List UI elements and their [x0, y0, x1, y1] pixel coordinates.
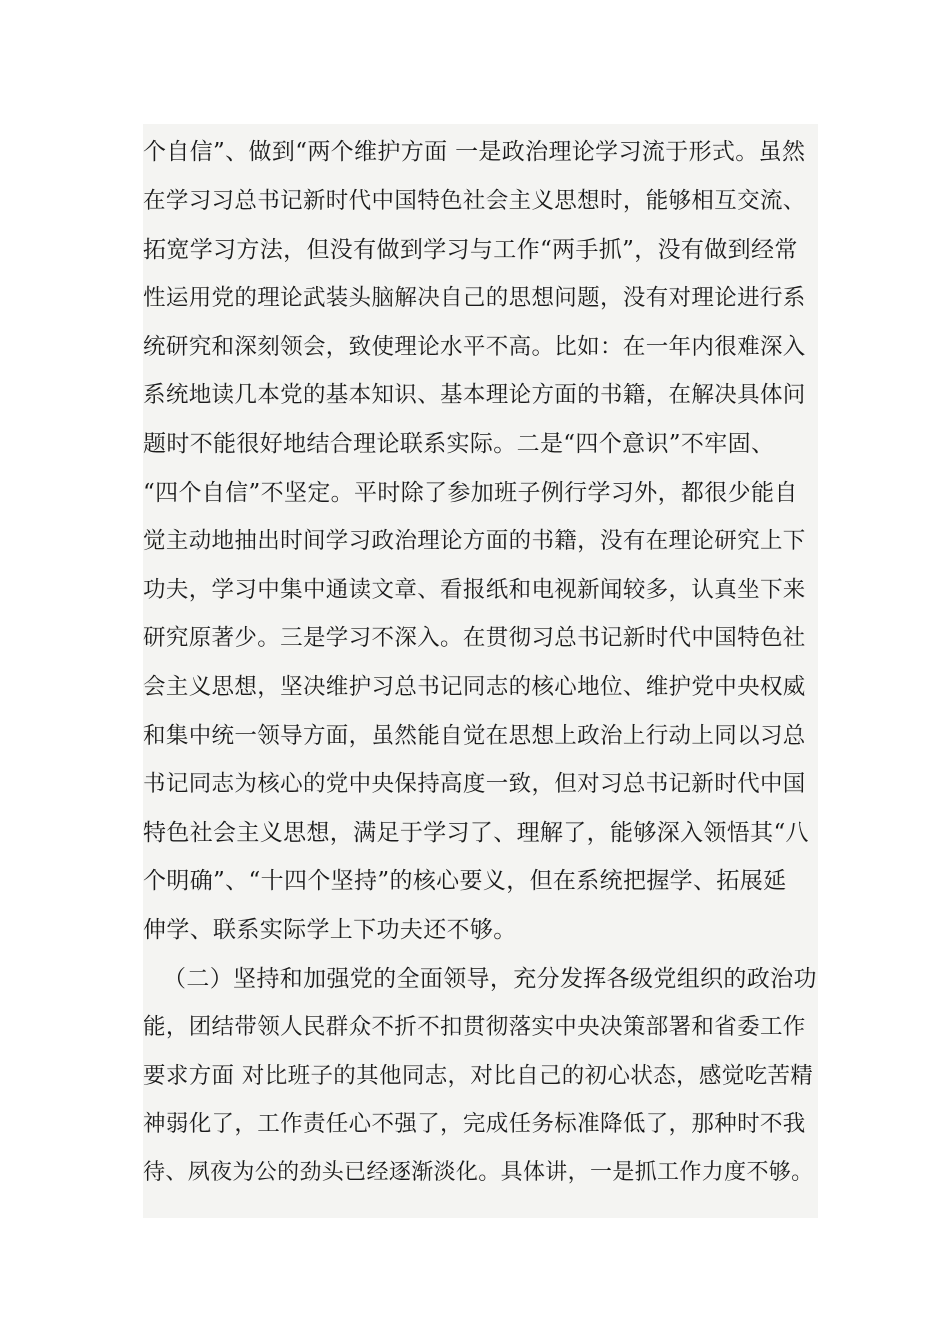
- text-line: 书记同志为核心的党中央保持高度一致，但对习总书记新时代中国: [143, 771, 806, 797]
- text-line: 和集中统一领导方面，虽然能自觉在思想上政治上行动上同以习总: [143, 723, 806, 749]
- text-line: 性运用党的理论武装头脑解决自己的思想问题，没有对理论进行系: [143, 285, 806, 311]
- text-line: 研究原著少。三是学习不深入。在贯彻习总书记新时代中国特色社: [143, 625, 806, 651]
- text-line: 个明确”、“十四个坚持”的核心要义，但在系统把握学、拓展延: [143, 868, 787, 894]
- text-line: 伸学、联系实际学上下功夫还不够。: [143, 917, 517, 943]
- text-line: 要求方面 对比班子的其他同志，对比自己的初心状态，感觉吃苦精: [143, 1063, 814, 1089]
- text-line: 觉主动地抽出时间学习政治理论方面的书籍，没有在理论研究上下: [143, 528, 806, 554]
- text-line: 系统地读几本党的基本知识、基本理论方面的书籍，在解决具体问: [143, 382, 806, 408]
- section-heading-line: （二）坚持和加强党的全面领导，充分发挥各级党组织的政治功: [163, 966, 817, 992]
- text-line: 能，团结带领人民群众不折不扣贯彻落实中央决策部署和省委工作: [143, 1014, 806, 1040]
- text-line: 题时不能很好地结合理论联系实际。二是“四个意识”不牢固、: [143, 431, 775, 457]
- text-line: 统研究和深刻领会，致使理论水平不高。比如：在一年内很难深入: [143, 334, 806, 360]
- text-line: 特色社会主义思想，满足于学习了、理解了，能够深入领悟其“八: [143, 820, 809, 846]
- text-line: 功夫，学习中集中通读文章、看报纸和电视新闻较多，认真坐下来: [143, 577, 806, 603]
- text-line: 会主义思想，坚决维护习总书记同志的核心地位、维护党中央权威: [143, 674, 806, 700]
- text-line: 拓宽学习方法，但没有做到学习与工作“两手抓”，没有做到经常: [143, 237, 798, 263]
- text-line: 待、夙夜为公的劲头已经逐渐淡化。具体讲，一是抓工作力度不够。: [143, 1160, 814, 1185]
- text-line: 个自信”、做到“两个维护方面 一是政治理论学习流于形式。虽然: [143, 139, 806, 165]
- text-line: 在学习习总书记新时代中国特色社会主义思想时，能够相互交流、: [143, 188, 806, 214]
- text-line: “四个自信”不坚定。平时除了参加班子例行学习外，都很少能自: [143, 480, 798, 506]
- text-line: 神弱化了，工作责任心不强了，完成任务标准降低了，那种时不我: [143, 1111, 806, 1137]
